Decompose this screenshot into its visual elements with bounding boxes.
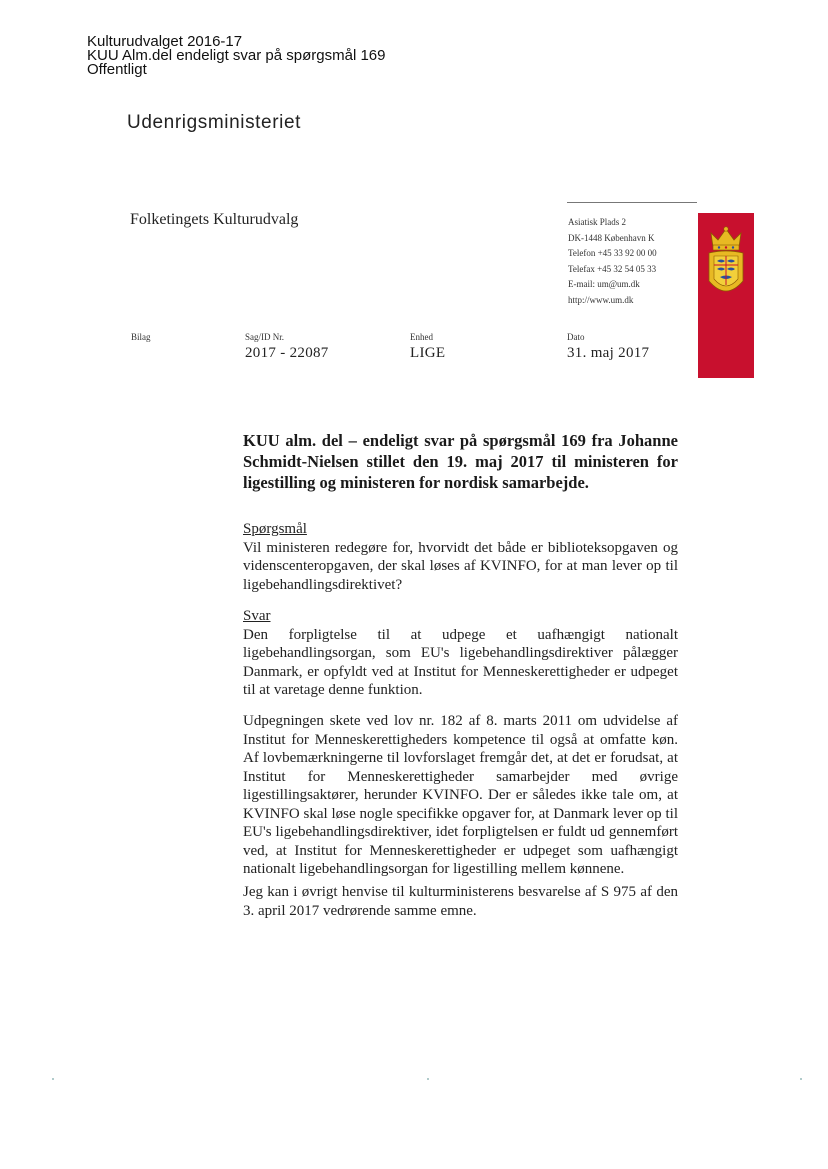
recipient: Folketingets Kulturudvalg: [130, 211, 299, 228]
registration-stamp: [87, 35, 385, 77]
address-email: E-mail: um@um.dk: [568, 279, 640, 289]
sender-address: [568, 215, 657, 308]
unit-value: LIGE: [410, 345, 446, 361]
brand-bar: [698, 213, 754, 378]
answer-paragraph: Udpegningen skete ved lov nr. 182 af 8. marts 2011 om udvidelse af Institut for Menneskerettigheders kompetence til også at omfatte køn. Af lovbemærkningerne til lovforslaget fremgår det, at det er forudsat, at Institut for Menneskerettigheder samarbejder med øvrige ligestillingsaktører, herunder KVINFO. Der er således ikke tale om, at KVINFO skal løse nogle specifikke opgaver for, at Danmark lever op til EU's ligebehandlingsdirektiver, idet forpligtelsen er fuldt ud gennemført ved, at Institut for Menneskerettigheder er udpeget som uafhængigt nationalt ligebehandlingsorgan for ligestilling mellem kønnene.: [243, 713, 678, 877]
scan-speck: [52, 1078, 54, 1080]
case-id-label: Sag/ID Nr.: [245, 332, 284, 342]
answer-paragraph: Den forpligtelse til at udpege et uafhængigt nationalt ligebehandlingsorgan, som EU's ligebehandlingsdirektiver pålægger Danmark, er opfyldt ved at Institut for Menneskerettigheder er udpeget til at varetage denne funktion.: [243, 626, 678, 698]
royal-coat-of-arms-icon: [705, 225, 747, 305]
stamp-committee: Kulturudvalget 2016-17: [87, 33, 243, 50]
answer-paragraph: Jeg kan i øvrigt henvise til kulturministerens besvarelse af S 975 af den 3. april 2017 vedrørende samme emne.: [243, 884, 678, 919]
case-id-value: 2017 - 22087: [245, 345, 329, 361]
date-label: Dato: [567, 332, 585, 342]
address-street: Asiatisk Plads 2: [568, 217, 627, 227]
scan-speck: [800, 1078, 802, 1080]
answer-heading: Svar: [243, 608, 271, 624]
address-fax: Telefax +45 32 54 05 33: [568, 263, 657, 274]
question-text: Vil ministeren redegøre for, hvorvidt det både er biblioteksopgaven og videnscenteropgaven, der skal løses af KVINFO, for at man lever op til ligebehandlingsdirektivet?: [243, 539, 678, 593]
subject-heading: KUU alm. del – endeligt svar på spørgsmål 169 fra Johanne Schmidt-Nielsen stillet den 19. maj 2017 til ministeren for ligestilling og ministeren for nordisk samarbejde.: [243, 431, 678, 492]
address-phone: Telefon +45 33 92 00 00: [568, 248, 657, 258]
answer-section: [243, 607, 678, 700]
stamp-status: Offentligt: [87, 61, 147, 78]
question-heading: Spørgsmål: [243, 521, 307, 537]
address-city: DK-1448 København K: [568, 232, 655, 243]
stamp-document: KUU Alm.del endeligt svar på spørgsmål 169: [87, 47, 386, 64]
unit-label: Enhed: [410, 332, 433, 342]
scan-speck: [427, 1078, 429, 1080]
bilag-label: Bilag: [131, 332, 151, 342]
address-web: http://www.um.dk: [568, 294, 634, 305]
ministry-name: Udenrigsministeriet: [127, 112, 302, 133]
date-value: 31. maj 2017: [567, 345, 650, 361]
address-divider: [567, 202, 697, 203]
question-section: [243, 520, 678, 594]
